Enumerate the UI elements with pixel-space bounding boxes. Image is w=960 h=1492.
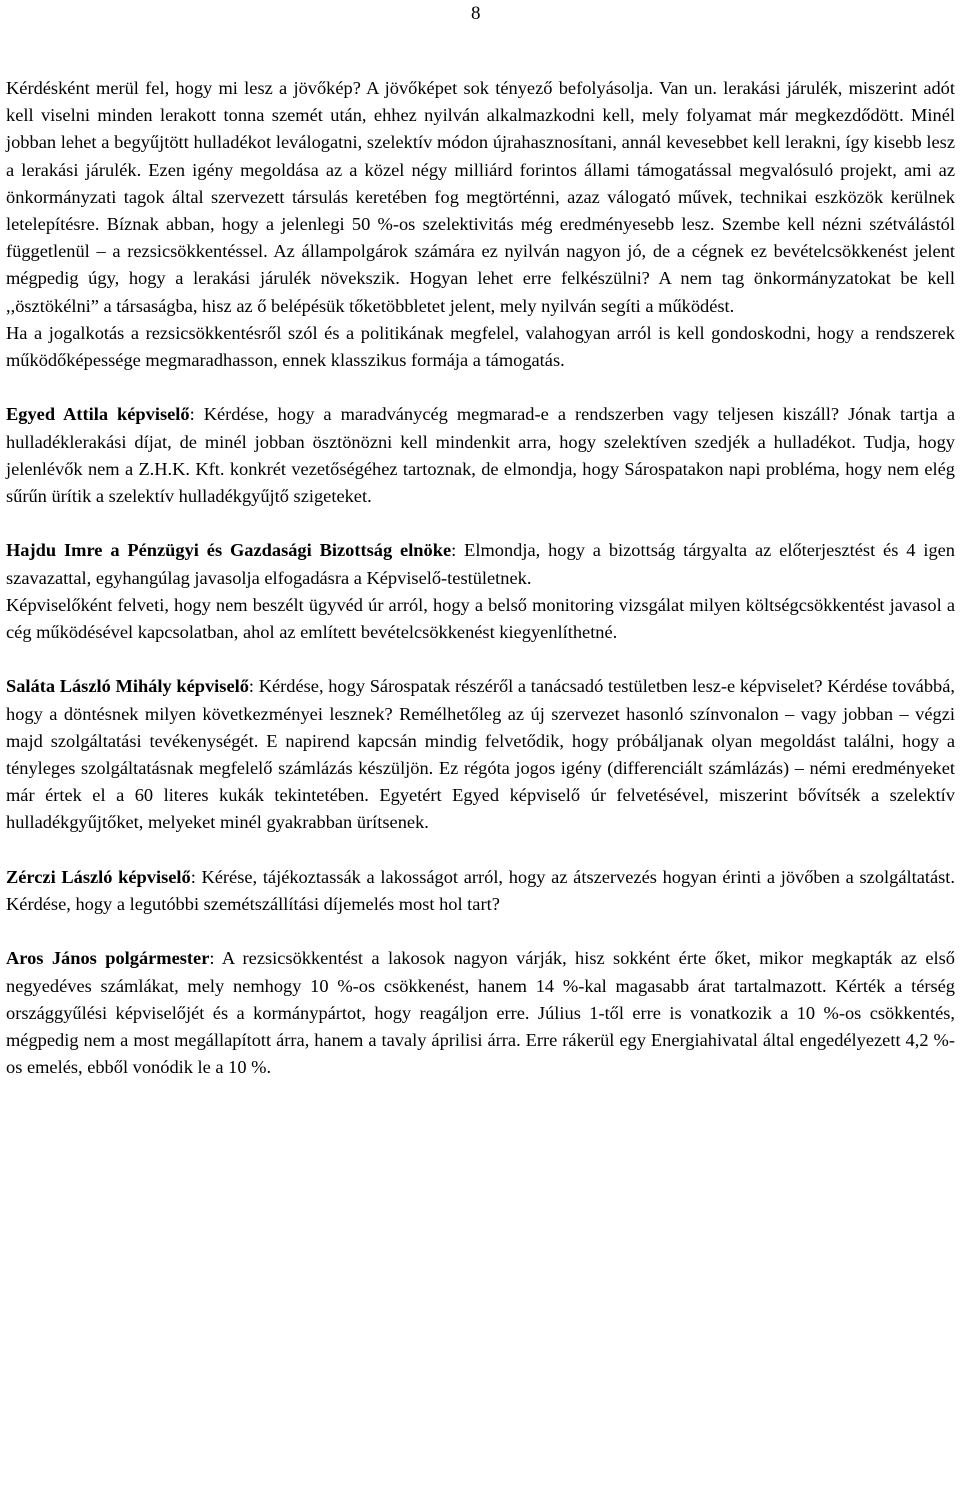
paragraph-gap <box>6 918 955 945</box>
paragraph-zerczi-laszlo <box>6 864 955 918</box>
paragraph-text: : Kérése, tájékoztassák a lakosságot arról, hogy az átszervezés hogyan érinti a jövőben a szolgáltatást. Kérdése, hogy a legutóbbi szemétszállítási díjemelés most hol tart? <box>6 866 955 915</box>
paragraph-aros-janos <box>6 945 955 1081</box>
paragraph-egyed-attila <box>6 401 955 510</box>
paragraph-salata-laszlo <box>6 673 955 836</box>
paragraph-text: Képviselőként felveti, hogy nem beszélt ügyvéd úr arról, hogy a belső monitoring vizsgálat milyen költségcsökkentést javasol a cég működésével kapcsolatban, ahol az említett bevételcsökkenést kiegyenlíthetné. <box>6 594 955 643</box>
speaker-name: Hajdu Imre a Pénzügyi és Gazdasági Bizottság elnöke <box>6 540 452 561</box>
paragraph-future-outlook <box>6 75 955 320</box>
paragraph-hajdu-imre-continued <box>6 592 955 646</box>
paragraph-text: Ha a jogalkotás a rezsicsökkentésről szól és a politikának megfelel, valahogyan arról is kell gondoskodni, hogy a rendszerek működőképessége megmaradhasson, ennek klasszikus formája a támogatás. <box>6 322 955 371</box>
speaker-name: Aros János polgármester <box>6 948 210 969</box>
speaker-name: Zérczi László képviselő <box>6 866 191 887</box>
paragraph-hajdu-imre <box>6 537 955 591</box>
paragraph-text: : Kérdése, hogy Sárospatak részéről a tanácsadó testületben lesz-e képviselet? Kérdése továbbá, hogy a döntésnek milyen következményei lesznek? Remélhetőleg az új szervezet hasonló színvonalon – vagy jobban – végzi majd szolgáltatási tevékenységét. E napirend kapcsán mindig felvetődik, hogy próbáljanak olyan megoldást találni, hogy a tényleges szolgáltatásnak megfelelő számlázás készüljön. Ez régóta jogos igény (differenciált számlázás) – némi eredményeket már értek el a 60 literes kukák tekintetében. Egyetért Egyed képviselő úr felvetésével, miszerint bővítsék a szelektív hulladékgyűjtőket, melyeket minél gyakrabban ürítsenek. <box>6 676 955 833</box>
paragraph-gap <box>6 374 955 401</box>
paragraph-text: : Kérdése, hogy a maradványcég megmarad-e a rendszerben vagy teljesen kiszáll? Jónak tartja a hulladéklerakási díjat, de minél jobban ösztönözni kell mindenkit arra, hogy szelektíven szedjék a hulladékot. Tudja, hogy jelenlévők nem a Z.H.K. Kft. konkrét vezetőségéhez tartoznak, de elmondja, hogy Sárospatakon napi probléma, hogy nem elég sűrűn ürítik a szelektív hulladékgyűjtő szigeteket. <box>6 404 955 507</box>
paragraph-text: : A rezsicsökkentést a lakosok nagyon várják, hisz sokként érte őket, mikor megkapták az első negyedéves számlákat, mely nemhogy 10 %-os csökkenést, hanem 14 %-kal magasabb árat tartalmazott. Kérték a térség országgyűlési képviselőjét és a kormánypártot, hogy reagáljon erre. Július 1-től erre is vonatkozik a 10 %-os csökkentés, mégpedig nem a most megállapított árra, hanem a tavaly áprilisi árra. Erre rákerül egy Energiahivatal által engedélyezett 4,2 %-os emelés, ebből vonódik le a 10 %. <box>6 948 955 1078</box>
page-number: 8 <box>471 3 481 24</box>
paragraph-gap <box>6 646 955 673</box>
paragraph-gap <box>6 510 955 537</box>
paragraph-text: Kérdésként merül fel, hogy mi lesz a jövőkép? A jövőképet sok tényező befolyásolja. Van un. lerakási járulék, miszerint adót kell viselni minden lerakott tonna szemét után, ehhez nyilván alkalmazkodni kell, mely folyamat már megkezdődött. Minél jobban lehet a begyűjtött hulladékot leválogatni, szelektív módon újrahasznosítani, annál kevesebbet kell lerakni, így kisebb lesz a lerakási járulék. Ezen igény megoldása az a közel négy milliárd forintos állami támogatással megvalósuló projekt, ami az önkormányzati tagok által szervezett társulás keretében fog megtörténni, azaz válogató művek, technikai eszközök kerülnek letelepítésre. Bíznak abban, hogy a jelenlegi 50 %-os szelektivitás még eredményesebb lesz. Szembe kell nézni szétválástól függetlenül – a rezsicsökkentéssel. Az állampolgárok számára ez nyilván nagyon jó, de a cégnek ez bevételcsökkenést jelent mégpedig úgy, hogy a lerakási járulék növekszik. Hogyan lehet erre felkészülni? A nem tag önkormányzatokat be kell ,,ösztökélni” a társaságba, hisz az ő belépésük tőketöbbletet jelent, mely nyilván segíti a működést. <box>6 78 955 316</box>
speaker-name: Egyed Attila képviselő <box>6 404 190 425</box>
document-body <box>6 75 955 1081</box>
paragraph-gap <box>6 837 955 864</box>
paragraph-legislation <box>6 320 955 374</box>
paragraph-text: : Elmondja, hogy a bizottság tárgyalta az előterjesztést és 4 igen szavazattal, egyhangúlag javasolja elfogadásra a Képviselő-testületnek. <box>6 540 956 588</box>
speaker-name: Saláta László Mihály képviselő <box>6 676 249 697</box>
